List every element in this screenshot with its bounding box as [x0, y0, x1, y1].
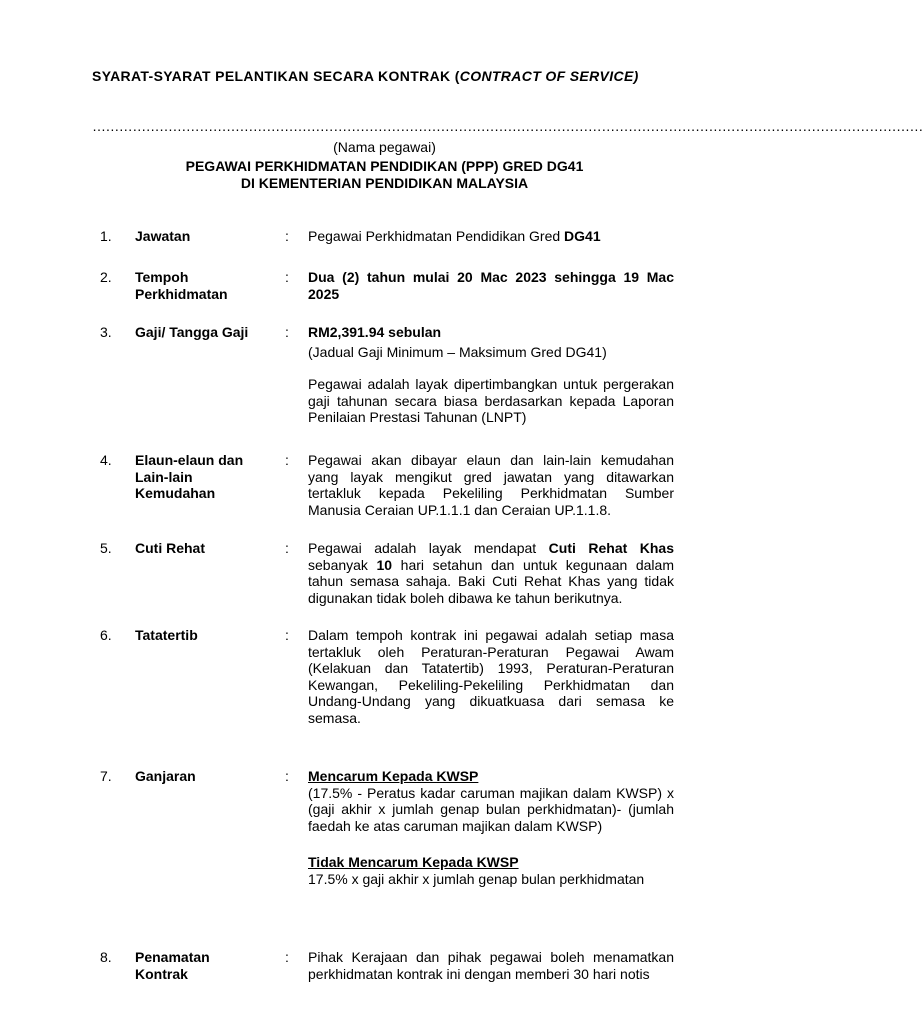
name-caption: (Nama pegawai): [333, 139, 436, 155]
item-number: 1.: [100, 228, 112, 244]
item-colon: :: [285, 540, 289, 556]
ministry-heading-line2: DI KEMENTERIAN PENDIDIKAN MALAYSIA: [240, 175, 529, 191]
item-content: [308, 540, 674, 606]
item-content: Pegawai akan dibayar elaun dan lain-lain kemudahan yang layak mengikut gred jawatan yang ditawarkan tertakluk kepada Pekeliling Perkhidmatan Sumber Manusia Ceraian UP.1.1.1 dan Ceraian UP.1.1.8.: [308, 452, 674, 518]
item-content: [308, 228, 674, 245]
item-text: Pegawai Perkhidmatan Pendidikan Gred: [308, 228, 565, 244]
item-number: 7.: [100, 768, 112, 784]
item-label: [135, 949, 275, 982]
item-content: Dua (2) tahun mulai 20 Mac 2023 sehingga 19 Mac 2025: [308, 269, 674, 302]
item-colon: :: [285, 949, 289, 965]
item-label: [135, 269, 275, 302]
salary-scale: (Jadual Gaji Minimum – Maksimum Gred DG41): [308, 343, 607, 360]
name-fill-line: ……………………………………………………………………………………………………………………………………………………………………: [92, 118, 923, 134]
item-colon: :: [285, 452, 289, 468]
position-heading-line1: PEGAWAI PERKHIDMATAN PENDIDIKAN (PPP) GRED DG41: [185, 158, 584, 174]
item-content: [308, 768, 674, 887]
kwsp-contributor-title: Mencarum Kepada KWSP: [308, 768, 479, 784]
item-label-line: Penamatan: [135, 949, 210, 965]
kwsp-contributor-formula: (17.5% - Peratus kadar caruman majikan dalam KWSP) x (gaji akhir x jumlah genap bulan perkhidmatan)- (jumlah faedah ke atas caruman majikan dalam KWSP): [308, 784, 674, 834]
item-colon: :: [285, 768, 289, 784]
salary-movement-note: Pegawai adalah layak dipertimbangkan untuk pergerakan gaji tahunan secara biasa berdasarkan kepada Laporan Penilaian Prestasi Tahunan (LNPT): [308, 376, 674, 425]
non-kwsp-contributor-title: Tidak Mencarum Kepada KWSP: [308, 854, 519, 870]
item-text: sebanyak: [308, 556, 377, 573]
item-label-line: Lain-lain: [135, 468, 193, 485]
item-label: [135, 452, 275, 502]
item-text: hari setahun dan untuk kegunaan dalam tahun semasa sahaja. Baki Cuti Rehat Khas yang tidak digunakan tidak boleh dibawa ke tahun berikutnya.: [308, 556, 674, 606]
item-colon: :: [285, 269, 289, 285]
item-content: [308, 324, 674, 426]
item-label-line: Elaun-elaun dan: [135, 452, 244, 468]
item-label: Gaji/ Tangga Gaji: [135, 324, 249, 340]
item-colon: :: [285, 324, 289, 340]
item-colon: :: [285, 228, 289, 244]
leave-days: 10: [376, 556, 393, 573]
item-number: 5.: [100, 540, 112, 556]
document-title: [92, 68, 692, 85]
item-number: 6.: [100, 627, 112, 643]
leave-type: Cuti Rehat Khas: [548, 540, 674, 556]
item-label-line: Tempoh: [135, 269, 189, 285]
item-colon: :: [285, 627, 289, 643]
non-kwsp-contributor-formula: 17.5% x gaji akhir x jumlah genap bulan perkhidmatan: [308, 870, 645, 887]
item-label-line: Kontrak: [135, 965, 188, 982]
document-title-main: SYARAT-SYARAT PELANTIKAN SECARA KONTRAK (: [92, 68, 460, 84]
item-number: 3.: [100, 324, 112, 340]
item-label: Cuti Rehat: [135, 540, 205, 556]
item-text: Pegawai adalah layak mendapat: [308, 540, 549, 556]
item-label-line: Kemudahan: [135, 485, 216, 501]
grade-code: DG41: [564, 228, 601, 244]
item-label: Tatatertib: [135, 627, 198, 643]
item-label-line: Perkhidmatan: [135, 285, 228, 302]
salary-amount: RM2,391.94 sebulan: [308, 324, 442, 340]
item-content: Dalam tempoh kontrak ini pegawai adalah setiap masa tertakluk oleh Peraturan-Peraturan Pegawai Awam (Kelakuan dan Tatatertib) 1993, Peraturan-Peraturan Kewangan, Pekeliling-Pekeliling Perkhidmatan dan Undang-Undang yang dikuatkuasa dari semasa ke semasa.: [308, 627, 674, 726]
item-number: 4.: [100, 452, 112, 468]
document-title-italic: CONTRACT OF SERVICE): [459, 68, 639, 84]
item-number: 8.: [100, 949, 112, 965]
item-label: Jawatan: [135, 228, 191, 244]
item-label: Ganjaran: [135, 768, 196, 784]
item-content: Pihak Kerajaan dan pihak pegawai boleh menamatkan perkhidmatan kontrak ini dengan memberi 30 hari notis: [308, 949, 674, 982]
item-number: 2.: [100, 269, 112, 285]
